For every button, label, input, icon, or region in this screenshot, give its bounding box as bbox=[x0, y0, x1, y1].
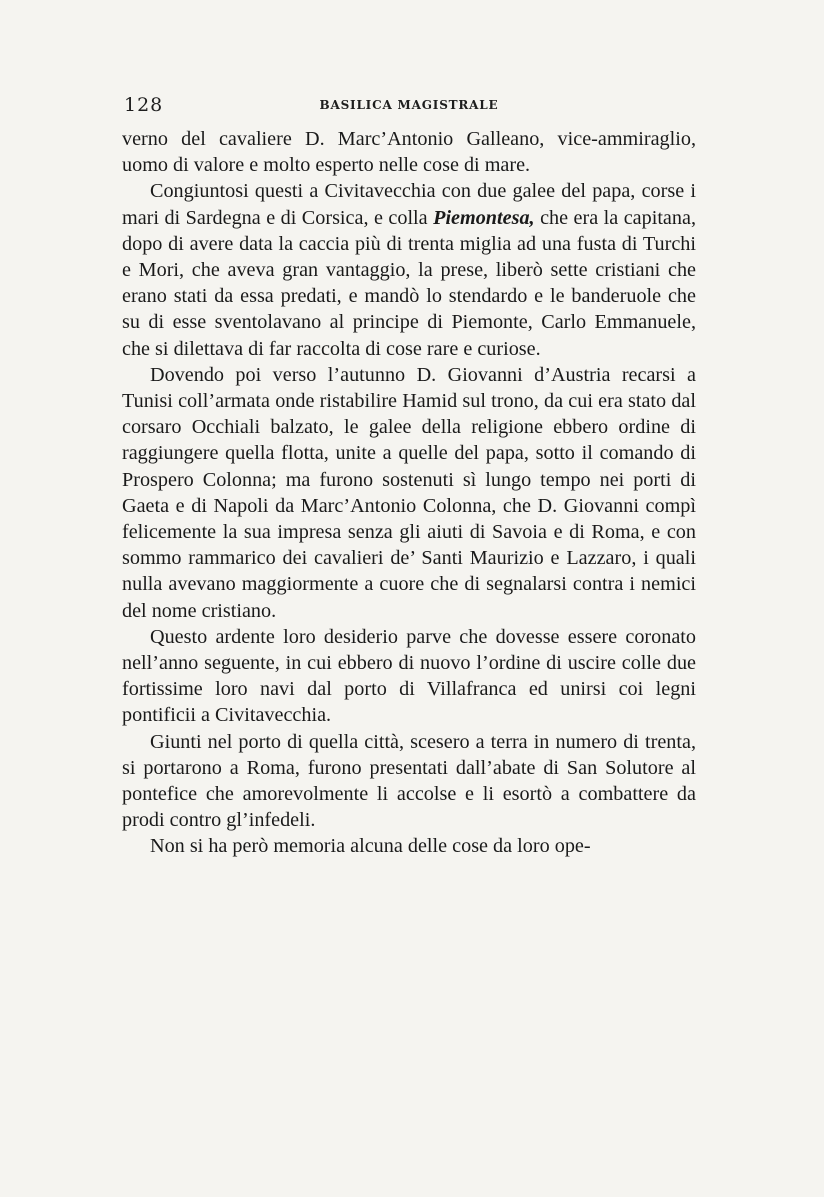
paragraph bbox=[122, 729, 696, 834]
page-number: 128 bbox=[124, 94, 164, 116]
text-span: Non si ha però memoria alcuna delle cose da loro ope- bbox=[150, 835, 591, 858]
paragraph bbox=[122, 362, 696, 624]
text-span: Questo ardente loro desiderio parve che dovesse essere coronato nell’anno seguente, in cui ebbero di nuovo l’ordine di uscire colle due fortissime loro navi dal porto di Villafranca ed unirsi coi legni pontificii a Civitavecchia. bbox=[122, 625, 696, 727]
paragraph bbox=[122, 624, 696, 729]
paragraph bbox=[122, 178, 696, 361]
text-span: Giunti nel porto di quella città, scesero a terra in numero di trenta, si portarono a Roma, furono presentati dall’abate di San Solutore al pontefice che amorevolmente li accolse e li esortò a combattere da prodi contro gl’infedeli. bbox=[122, 730, 696, 832]
text-span: Congiuntosi questi a Civitavecchia con due galee del papa, corse i mari di Sardegna e di Corsica, e colla bbox=[122, 180, 696, 229]
body-text bbox=[122, 126, 696, 860]
paragraph bbox=[122, 126, 696, 178]
running-head: BASILICA MAGISTRALE bbox=[319, 98, 499, 112]
text-span: che era la capitana, dopo di avere data la caccia più di trenta miglia ad una fusta di Turchi e Mori, che aveva gran vantaggio, la prese, liberò sette cristiani che erano stati da essa predati, e mandò lo stendardo e le banderuole che su di esse sventolavano al principe di Piemonte, Carlo Emmanuele, che si dilettava di far raccolta di cose rare e curiose. bbox=[122, 206, 696, 360]
paragraph bbox=[122, 833, 696, 859]
page-header bbox=[124, 94, 694, 116]
text-span: verno del cavaliere D. Marc’Antonio Galleano, vice-ammiraglio, uomo di valore e molto esperto nelle cose di mare. bbox=[122, 128, 696, 177]
italic-ship-name: Piemontesa, bbox=[433, 206, 535, 229]
text-span: Dovendo poi verso l’autunno D. Giovanni d’Austria recarsi a Tunisi coll’armata onde ristabilire Hamid sul trono, da cui era stato dal corsaro Occhiali balzato, le galee della religione ebbero ordine di raggiungere quella flotta, unite a quelle del papa, sotto il comando di Prospero Colonna; ma furono sostenuti sì lungo tempo nei porti di Gaeta e di Napoli da Marc’Antonio Colonna, che D. Giovanni compì felicemente la sua impresa senza gli aiuti di Savoia e di Roma, e con sommo rammarico dei cavalieri de’ Santi Maurizio e Lazzaro, i quali nulla avevano maggiormente a cuore che di segnalarsi contra i nemici del nome cristiano. bbox=[122, 363, 696, 622]
